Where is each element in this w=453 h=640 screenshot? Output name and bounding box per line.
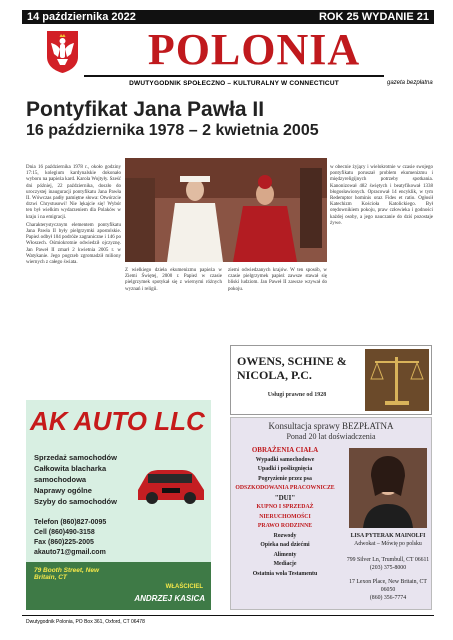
service-item: ODSZKODOWANIA PRACOWNICZE [235,485,335,491]
service-item: "DUI" [274,493,296,502]
service-item: KUPNO I SPRZEDAŻ NIERUCHOMOŚCI [256,504,314,520]
service-item: Rozwody [273,532,297,539]
office-phone: (860) 356-7774 [369,595,407,601]
ad-line: Całkowita blacharka [34,464,107,473]
tagline: DWUTYGODNIK SPOŁECZNO – KULTURALNY W CONNECTICUT [129,80,339,87]
ad-line: Sprzedaż samochodów [34,453,117,462]
lawyer-name: LISA PYTERAK MAINOLFI [350,533,426,539]
service-item: Upadki i poślizgnięcia [257,466,313,472]
firm-sub: Usługi prawne od 1928 [267,392,327,398]
office-phone: (203) 375-8000 [369,565,407,571]
office-address: 799 Silver Ln, Trumbull, CT 06611 [346,557,430,563]
article-subtitle: 16 października 1978 – 2 kwietnia 2005 [26,122,319,139]
ak-auto-ad [26,400,211,610]
issue-date: 14 października 2022 [27,11,136,23]
service-item: Ostatnia wola Testamentu [252,570,318,577]
ad-heading-2: Ponad 20 lat doświadczenia [286,432,376,441]
paragraph: Dnia 16 października 1978 r., około godziny 17:15, kolegium kardynalskie dokonało wyboru na papieża kard. Karola Wojtyły. Sześć dni później, 22 października, doszło do uroczystej inauguracji pontyfikatu Jana Pawła II. Wówczas padły pamiętne słowa: Otwórzcie drzwi Chrystusowi! Nie lękajcie się! Wybór ten był wielkim wydarzeniem dla Polaków w kraju i na emigracji. [26,165,121,220]
ad-line: Szyby do samochodów [34,497,117,506]
photo-caption-2: ziemi odwiedzanych krajów. W ten sposób, w czasie pielgrzymek papież zawsze stawał się bliski ludziom. Jan Paweł II zawsze wzywał do pokoju. [228,268,327,292]
service-item: Wypadki samochodowe [255,456,315,463]
scales-of-justice-icon [365,349,429,411]
polish-eagle-icon [45,29,80,74]
service-item: Pogryzienie przez psa [258,475,312,482]
law-consultation-ad [230,417,432,610]
lawyer-photo [349,448,427,528]
ad-phone: Fax (860)225-2005 [34,539,94,546]
lawyer-role: Adwokat – Mówię po polsku [354,541,422,547]
service-item: Mediacje [273,561,297,567]
car-icon [134,462,208,506]
ad-phone: Telefon (860)827-0095 [34,519,107,526]
ad-phone: Cell (860)490-3158 [34,529,95,536]
ak-auto-logo: AK AUTO LLC [30,406,205,436]
owens-law-ad [230,345,432,415]
map-strip [26,562,211,610]
ad-address: 79 Booth Street, New Britain, CT [34,567,100,581]
photo-caption-1: Z wielkiego dzieła ekumenizmu papieża w Ziemi Świętej, 2000 r. Papież w czasie pielgrzymek spotykał się z wiernymi różnych wyznań i religii. [125,268,222,292]
article-column-1 [26,165,121,370]
office-address: 17 Lexon Place, New Britain, CT 06050 [349,579,427,593]
masthead-rule [84,75,384,77]
article-title: Pontyfikat Jana Pawła II [26,98,265,121]
pope-photo [125,158,327,262]
free-note: gazeta bezpłatna [387,80,433,86]
top-bar [22,10,434,24]
ad-line: Naprawy ogólne [34,486,92,495]
footer-text: Dwutygodnik Polonia, PO Box 361, Oxford, CT 06478 [26,619,145,625]
ad-heading: Konsultacja sprawy BEZPŁATNA [268,421,394,431]
lawyer-portrait [349,448,427,528]
service-item: PRAWO RODZINNE [257,523,313,529]
photo-illustration [125,158,327,262]
paragraph: Charakterystycznym elementem pontyfikatu Jana Pawła II były pielgrzymki apostolskie. Papież odbył 104 podróże zagraniczne i 146 po Włoszech. Ośmiokrotnie odwiedził ojczyznę. Jan Paweł II zmarł 2 kwietnia 2005 r. w Watykanie. Jego pogrzeb zgromadził miliony wiernych z całego świata. [26,222,121,266]
service-item: Alimenty [273,551,297,558]
service-item: Opieka nad dziećmi [260,542,310,548]
masthead: POLONIA [147,25,361,74]
ad-line: samochodowa [34,475,87,484]
owner-title: WŁAŚCICIEL [165,584,203,590]
article-column-3: w obecnie żyjący i wielokrotnie w czasie swojego pontyfikatu poruszał problem ekumenizmu i międzyreligijnych potrzeby spotkania. Kanonizował 482 świętych i beatyfikował 1338 błogosławionych. Opracował 14 encyklik, w tym Redemptor hominis oraz Fides et ratio. Ogłosił Katechizm Kościoła Katolickiego. Był orędownikiem pokoju, praw człowieka i godności każdej osoby, a jego nauczanie do dziś pozostaje żywe. [330,165,433,226]
ad-email: akauto71@gmail.com [34,549,106,556]
owner-name: ANDRZEJ KASICA [134,594,205,603]
service-item: OBRAŻENIA CIAŁA [251,446,319,454]
firm-name: OWENS, SCHINE & NICOLA, P.C. [237,354,347,382]
footer-rule [22,615,434,616]
issue-number: ROK 25 WYDANIE 21 [318,11,429,23]
